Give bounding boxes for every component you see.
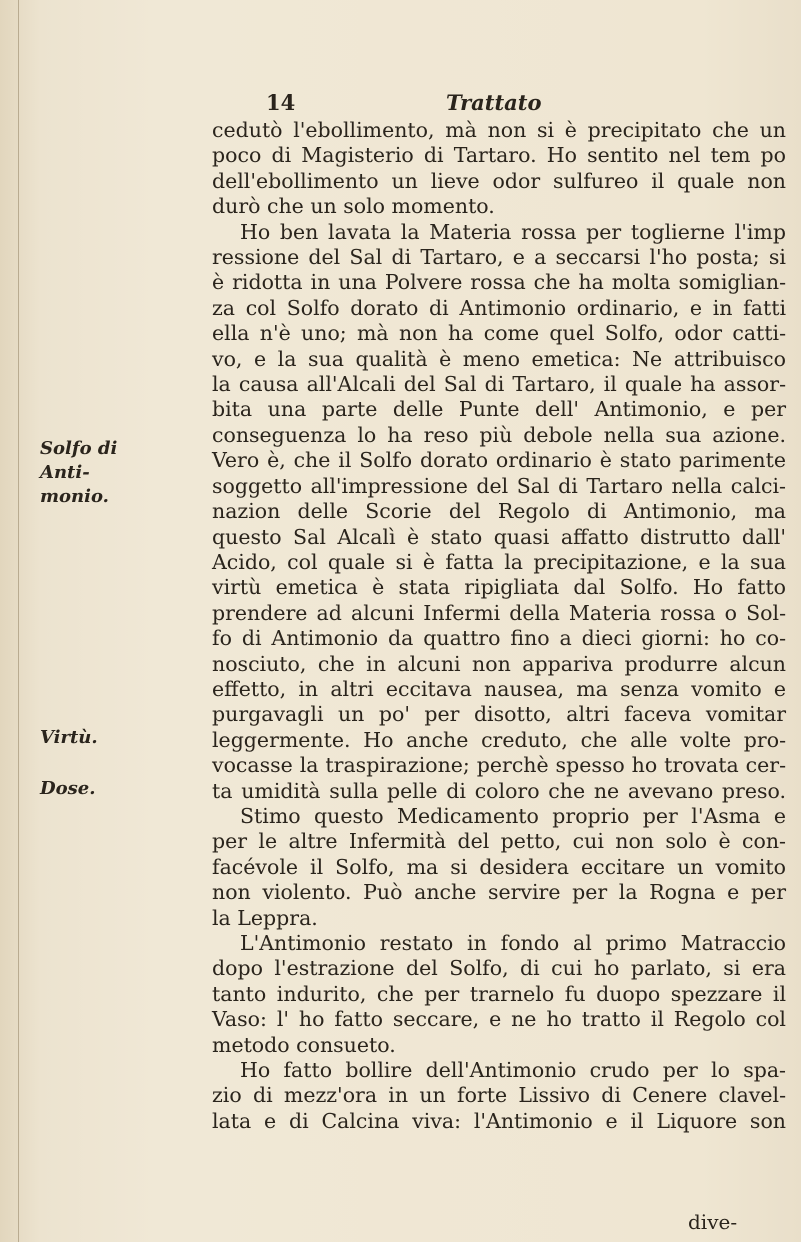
text-line: vocasse la traspirazione; perchè spesso ho trovata cer-	[212, 753, 786, 778]
text-line: effetto, in altri eccitava nausea, ma senza vomito e	[212, 676, 786, 701]
running-title: Trattato	[446, 90, 542, 115]
text-line: dopo l'estrazione del Solfo, di cui ho parlato, si era	[212, 956, 786, 981]
text-line: Vero è, che il Solfo dorato ordinario è stato parimente	[212, 448, 786, 473]
margin-note-solfo	[40, 437, 118, 509]
margin-note-virtu	[40, 726, 106, 750]
text-line: bita una parte delle Punte dell' Antimonio, e per	[212, 397, 786, 422]
margin-note-dose	[40, 777, 106, 801]
text-line: prendere ad alcuni Infermi della Materia rossa o Sol-	[212, 600, 786, 625]
text-line: poco di Magisterio di Tartaro. Ho sentito nel tem po	[212, 143, 786, 168]
margin-note-line: Dose.	[40, 778, 96, 799]
text-line: Acido, col quale si è fatta la precipitazione, e la sua	[212, 549, 786, 574]
text-line: L'Antimonio restato in fondo al primo Matraccio	[240, 931, 786, 955]
text-line: Vaso: l' ho fatto seccare, e ne ho tratto il Regolo col	[212, 1007, 786, 1032]
body-text	[212, 118, 786, 1134]
page-gutter-edge	[18, 0, 19, 1242]
text-line: cedutò l'ebollimento, mà non si è precipitato che un	[212, 118, 786, 142]
text-line: è ridotta in una Polvere rossa che ha molta somiglian-	[212, 270, 786, 295]
margin-note-line: Solfo di	[40, 438, 118, 459]
text-line: nazion delle Scorie del Regolo di Antimonio, ma	[212, 499, 786, 524]
text-line: ressione del Sal di Tartaro, e a seccarsi l'ho posta; si	[212, 245, 786, 270]
text-line: zio di mezz'ora in un forte Lissivo di Cenere clavel-	[212, 1083, 786, 1108]
text-line: ta umidità sulla pelle di coloro che ne avevano preso.	[212, 778, 786, 803]
text-line: la Leppra.	[212, 905, 318, 930]
text-line: metodo consueto.	[212, 1032, 396, 1057]
text-line: la causa all'Alcali del Sal di Tartaro, il quale ha assor-	[212, 372, 786, 397]
text-line: leggermente. Ho anche creduto, che alle volte pro-	[212, 727, 786, 752]
catchword: dive-	[688, 1210, 738, 1234]
text-line: virtù emetica è stata ripigliata dal Solfo. Ho fatto	[212, 575, 786, 600]
text-line: questo Sal Alcalì è stato quasi affatto distrutto dall'	[212, 524, 786, 549]
text-line: Stimo questo Medicamento proprio per l'Asma e	[240, 803, 786, 828]
text-line: Ho fatto bollire dell'Antimonio crudo per lo spa-	[240, 1058, 786, 1083]
text-line: ella n'è uno; mà non ha come quel Solfo, odor catti-	[212, 321, 786, 346]
text-line: za col Solfo dorato di Antimonio ordinario, e in fatti	[212, 295, 786, 320]
text-line: Ho ben lavata la Materia rossa per toglierne l'imp	[240, 219, 786, 244]
page-header	[246, 90, 626, 120]
text-line: durò che un solo momento.	[212, 194, 495, 219]
margin-note-line: monio.	[40, 486, 109, 507]
text-line: conseguenza lo ha reso più debole nella sua azione.	[212, 422, 786, 447]
text-line: per le altre Infermità del petto, cui non solo è con-	[212, 829, 786, 854]
text-line: facévole il Solfo, ma si desidera eccitare un vomito	[212, 854, 786, 879]
margin-note-line: Virtù.	[40, 727, 98, 748]
margin-note-line: Anti-	[40, 462, 90, 483]
text-line: lata e di Calcina viva: l'Antimonio e il Liquore son	[212, 1108, 786, 1133]
text-line: tanto indurito, che per trarnelo fu duopo spezzare il	[212, 981, 786, 1006]
text-line: soggetto all'impressione del Sal di Tartaro nella calci-	[212, 473, 786, 498]
text-line: purgavagli un po' per disotto, altri faceva vomitar	[212, 702, 786, 727]
text-line: fo di Antimonio da quattro fino a dieci giorni: ho co-	[212, 626, 786, 651]
text-line: nosciuto, che in alcuni non appariva produrre alcun	[212, 651, 786, 676]
text-line: dell'ebollimento un lieve odor sulfureo il quale non	[212, 168, 786, 193]
text-line: vo, e la sua qualità è meno emetica: Ne attribuisco	[212, 346, 786, 371]
page-number: 14	[266, 90, 296, 115]
text-line: non violento. Può anche servire per la Rogna e per	[212, 880, 786, 905]
